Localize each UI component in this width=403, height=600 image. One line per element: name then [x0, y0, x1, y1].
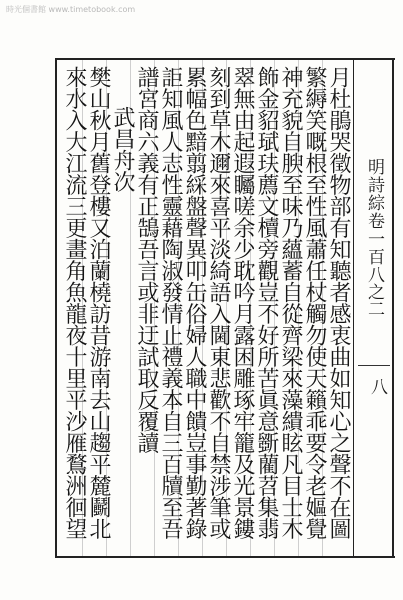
text-column-6: 刻到草木邇來喜平淡綺語入閫東悲歡不自禁涉筆或: [206, 66, 231, 539]
text-column-4: 飾金貂珷玞薦文櫝旁觀豈不好所苦眞意斵藺苕集翡: [254, 66, 279, 539]
spine-title: [356, 158, 392, 317]
text-column-11: 樊山秋月舊登樓又泊蘭橈訪昔游南去山趨平麓鬬北: [86, 66, 111, 539]
fishtail-mark: [358, 365, 390, 376]
text-column-8: 詎知風人志性靈藉陶淑發情止禮義本自三百牘至吾: [158, 66, 183, 539]
text-column-9: 譜宮商六義有正鵠吾言或非迂試取反覆讀: [134, 66, 159, 453]
watermark-text: 時光個書館 www.timetobook.com: [6, 5, 136, 14]
text-column-7: 累幅色黯翦綵盤聲異叩缶俗婦人職中饋豈事勤著錄: [182, 66, 207, 539]
text-column-12: 來水入大江流三更畫角魚龍夜十里平沙雁鶩洲徊望: [62, 66, 87, 539]
text-column-3: 神充貌自腴至味乃蘊蓄自從齊梁來藻繢眩凡目士木: [278, 66, 303, 539]
spine-title-suffix: 八之二: [364, 266, 384, 317]
poem-title: 武昌舟次: [110, 106, 135, 192]
text-column-1: 月杜鵑哭徵物部有知聽者感衷曲如知心之聲不在圖: [326, 66, 351, 539]
text-columns: [58, 60, 353, 556]
text-column-5: 翠無由起遐矚嗟余少耽吟月露困雕琢牢籠及光景鏤: [230, 66, 255, 539]
text-column-2: 繁縟笑嘅根至性風蕭任杖觸勿使天籟乖要令老嫗覺: [302, 66, 327, 539]
folio-number: 八: [367, 378, 387, 395]
spine-book-title: 明詩綜卷一百: [364, 158, 384, 266]
